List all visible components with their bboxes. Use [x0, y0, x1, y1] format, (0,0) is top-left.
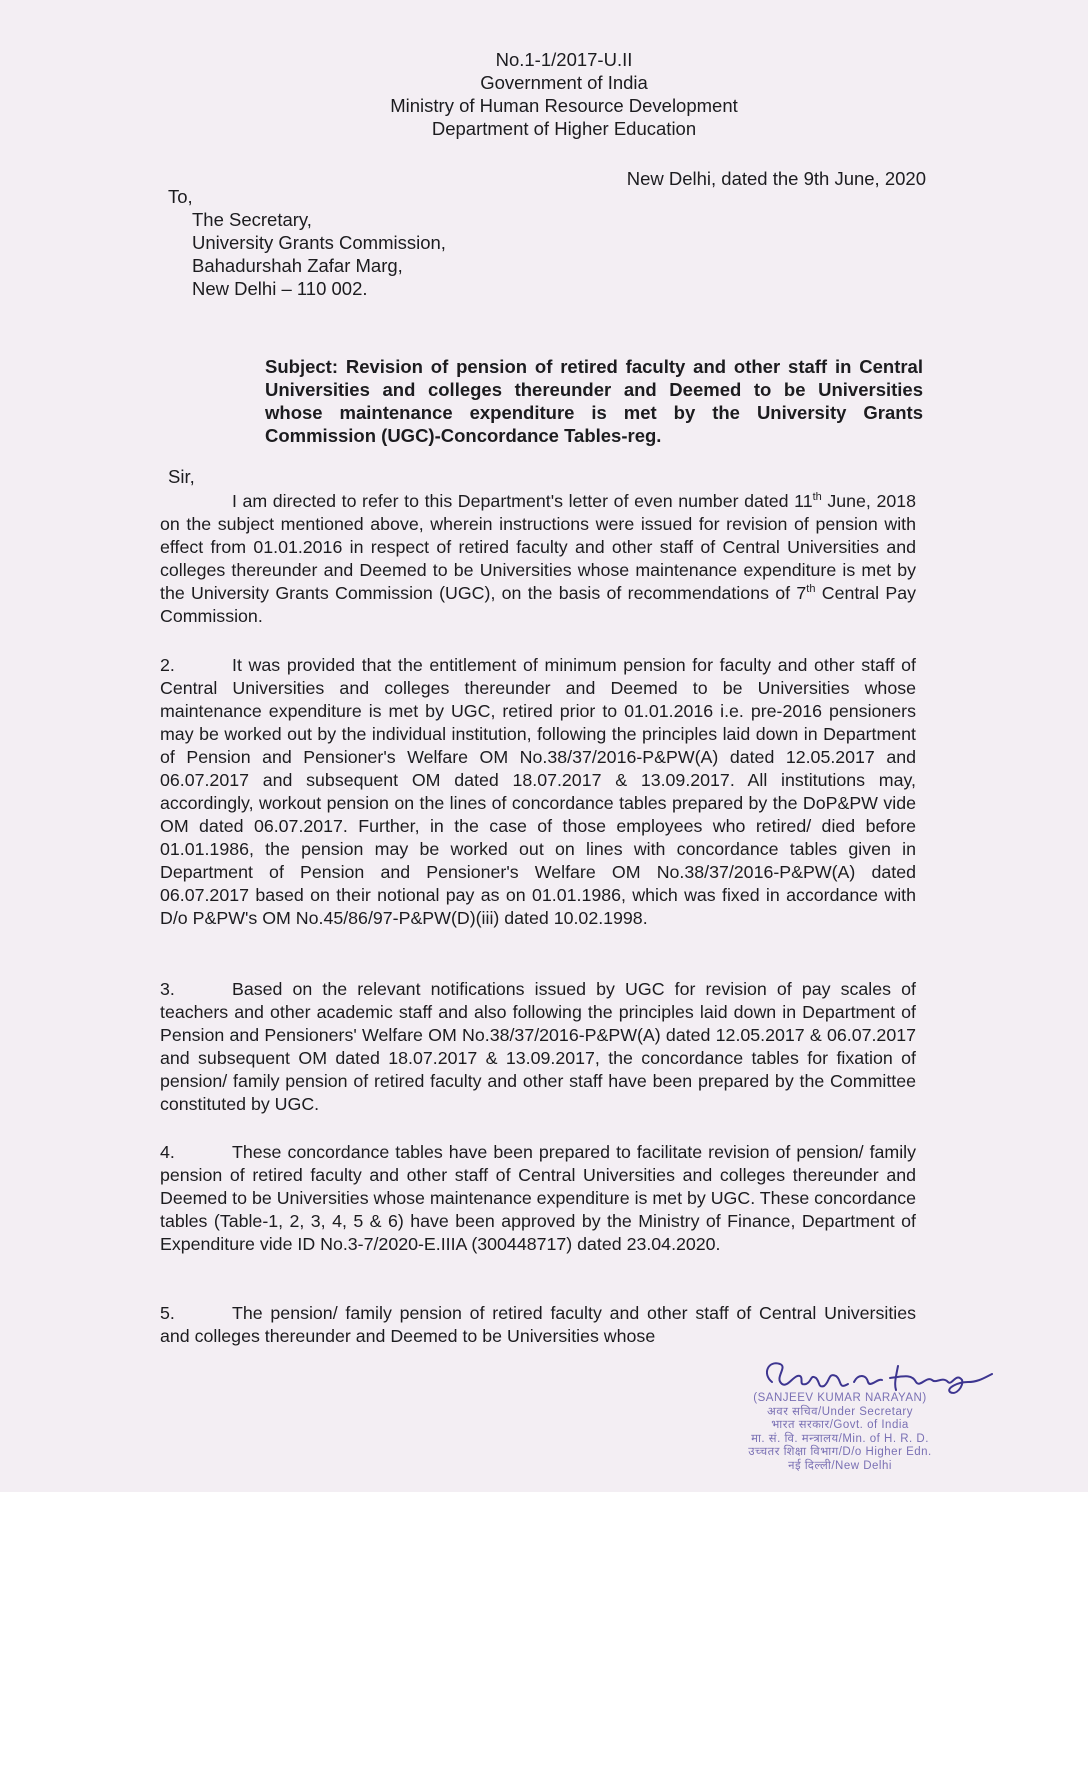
stamp-text — [700, 1392, 980, 1474]
salutation: Sir, — [168, 466, 195, 487]
org-ministry: Ministry of Human Resource Development — [390, 95, 738, 116]
paragraph-2 — [160, 654, 916, 930]
stamp-govt: भारत सरकार/Govt. of India — [771, 1419, 909, 1432]
stamp-city: नई दिल्ली/New Delhi — [788, 1459, 892, 1472]
address-line: University Grants Commission, — [192, 232, 446, 253]
para1-text-a: I am directed to refer to this Department's letter of even number dated 11 — [232, 491, 813, 511]
paragraph-5 — [160, 1302, 916, 1348]
letter-header — [0, 48, 1088, 140]
subject-line: Subject: Revision of pension of retired faculty and other staff in Central Universities and colleges thereunder and Deemed to be Universities whose maintenance expenditure is met by the University Grants Commission (UGC)-Concordance Tables-reg. — [265, 356, 923, 446]
official-stamp — [700, 1352, 1000, 1492]
address-line: New Delhi – 110 002. — [192, 278, 368, 299]
para5-text: The pension/ family pension of retired faculty and other staff of Central Universities and colleges thereunder and Deemed to be Universities whose — [160, 1303, 916, 1346]
to-label: To, — [168, 186, 193, 207]
para1-sup-b: th — [806, 583, 816, 596]
org-department: Department of Higher Education — [431, 118, 697, 139]
recipient-address — [192, 208, 446, 300]
address-line: Bahadurshah Zafar Marg, — [192, 255, 403, 276]
paragraph-4 — [160, 1141, 916, 1256]
paragraph-3 — [160, 978, 916, 1116]
address-line: The Secretary, — [192, 209, 312, 230]
para1-text-b: June, 2018 on the subject mentioned above, wherein instructions were issued for revision of pension with effect from 01.01.2016 in respect of retired faculty and other staff of Central Universities and colleges thereunder and Deemed to be Universities whose maintenance expenditure is met by the University Grants Commission (UGC), on the basis of recommendations of 7 — [160, 491, 917, 603]
para2-text: It was provided that the entitlement of minimum pension for faculty and other staff of Central Universities and colleges thereunder and Deemed to be Universities whose maintenance expenditure is met by UGC, retired prior to 01.01.2016 i.e. pre-2016 pensioners may be worked out by the individual institution, following the principles laid down in Department of Pension and Pensioner's Welfare OM No.38/37/2016-P&PW(A) dated 12.05.2017 and 06.07.2017 and subsequent OM dated 18.07.2017 & 13.09.2017. All institutions may, accordingly, workout pension on the lines of concordance tables prepared by the DoP&PW vide OM dated 06.07.2017. Further, in the case of those employees who retired/ died before 01.01.1986, the pension may be worked out on lines with concordance tables given in Department of Pension and Pensioner's Welfare OM No.38/37/2016-P&PW(A) dated 06.07.2017 based on their notional pay as on 01.01.1986, which was fixed in accordance with D/o P&PW's OM No.45/86/97-P&PW(D)(iii) dated 10.02.1998. — [160, 655, 916, 928]
stamp-ministry: मा. सं. वि. मन्त्रालय/Min. of H. R. D. — [751, 1432, 929, 1445]
para5-number: 5. — [160, 1303, 175, 1323]
para1-text-c: Central Pay Commission. — [160, 583, 916, 626]
org-government: Government of India — [480, 72, 648, 93]
para2-number: 2. — [160, 655, 175, 675]
stamp-designation: अवर सचिव/Under Secretary — [767, 1405, 913, 1418]
file-number: No.1-1/2017-U.II — [495, 49, 633, 70]
paragraph-1 — [160, 490, 916, 628]
stamp-department: उच्चतर शिक्षा विभाग/D/o Higher Edn. — [748, 1446, 932, 1459]
para1-sup-a: th — [812, 491, 822, 504]
letter-date: New Delhi, dated the 9th June, 2020 — [626, 168, 926, 189]
para3-number: 3. — [160, 979, 175, 999]
para4-text: These concordance tables have been prepared to facilitate revision of pension/ family pension of retired faculty and other staff of Central Universities and colleges thereunder and Deemed to be Universities whose maintenance expenditure is met by UGC. These concordance tables (Table-1, 2, 3, 4, 5 & 6) have been approved by the Ministry of Finance, Department of Expenditure vide ID No.3-7/2020-E.IIIA (300448717) dated 23.04.2020. — [160, 1142, 916, 1254]
para3-text: Based on the relevant notifications issued by UGC for revision of pay scales of teachers and other academic staff and also following the principles laid down in Department of Pension and Pensioners' Welfare OM No.38/37/2016-P&PW(A) dated 12.05.2017 & 06.07.2017 and subsequent OM dated 18.07.2017 & 13.09.2017, the concordance tables for fixation of pension/ family pension of retired faculty and other staff have been prepared by the Committee constituted by UGC. — [160, 979, 916, 1114]
stamp-name: (SANJEEV KUMAR NARAYAN) — [753, 1392, 927, 1404]
para4-number: 4. — [160, 1142, 175, 1162]
